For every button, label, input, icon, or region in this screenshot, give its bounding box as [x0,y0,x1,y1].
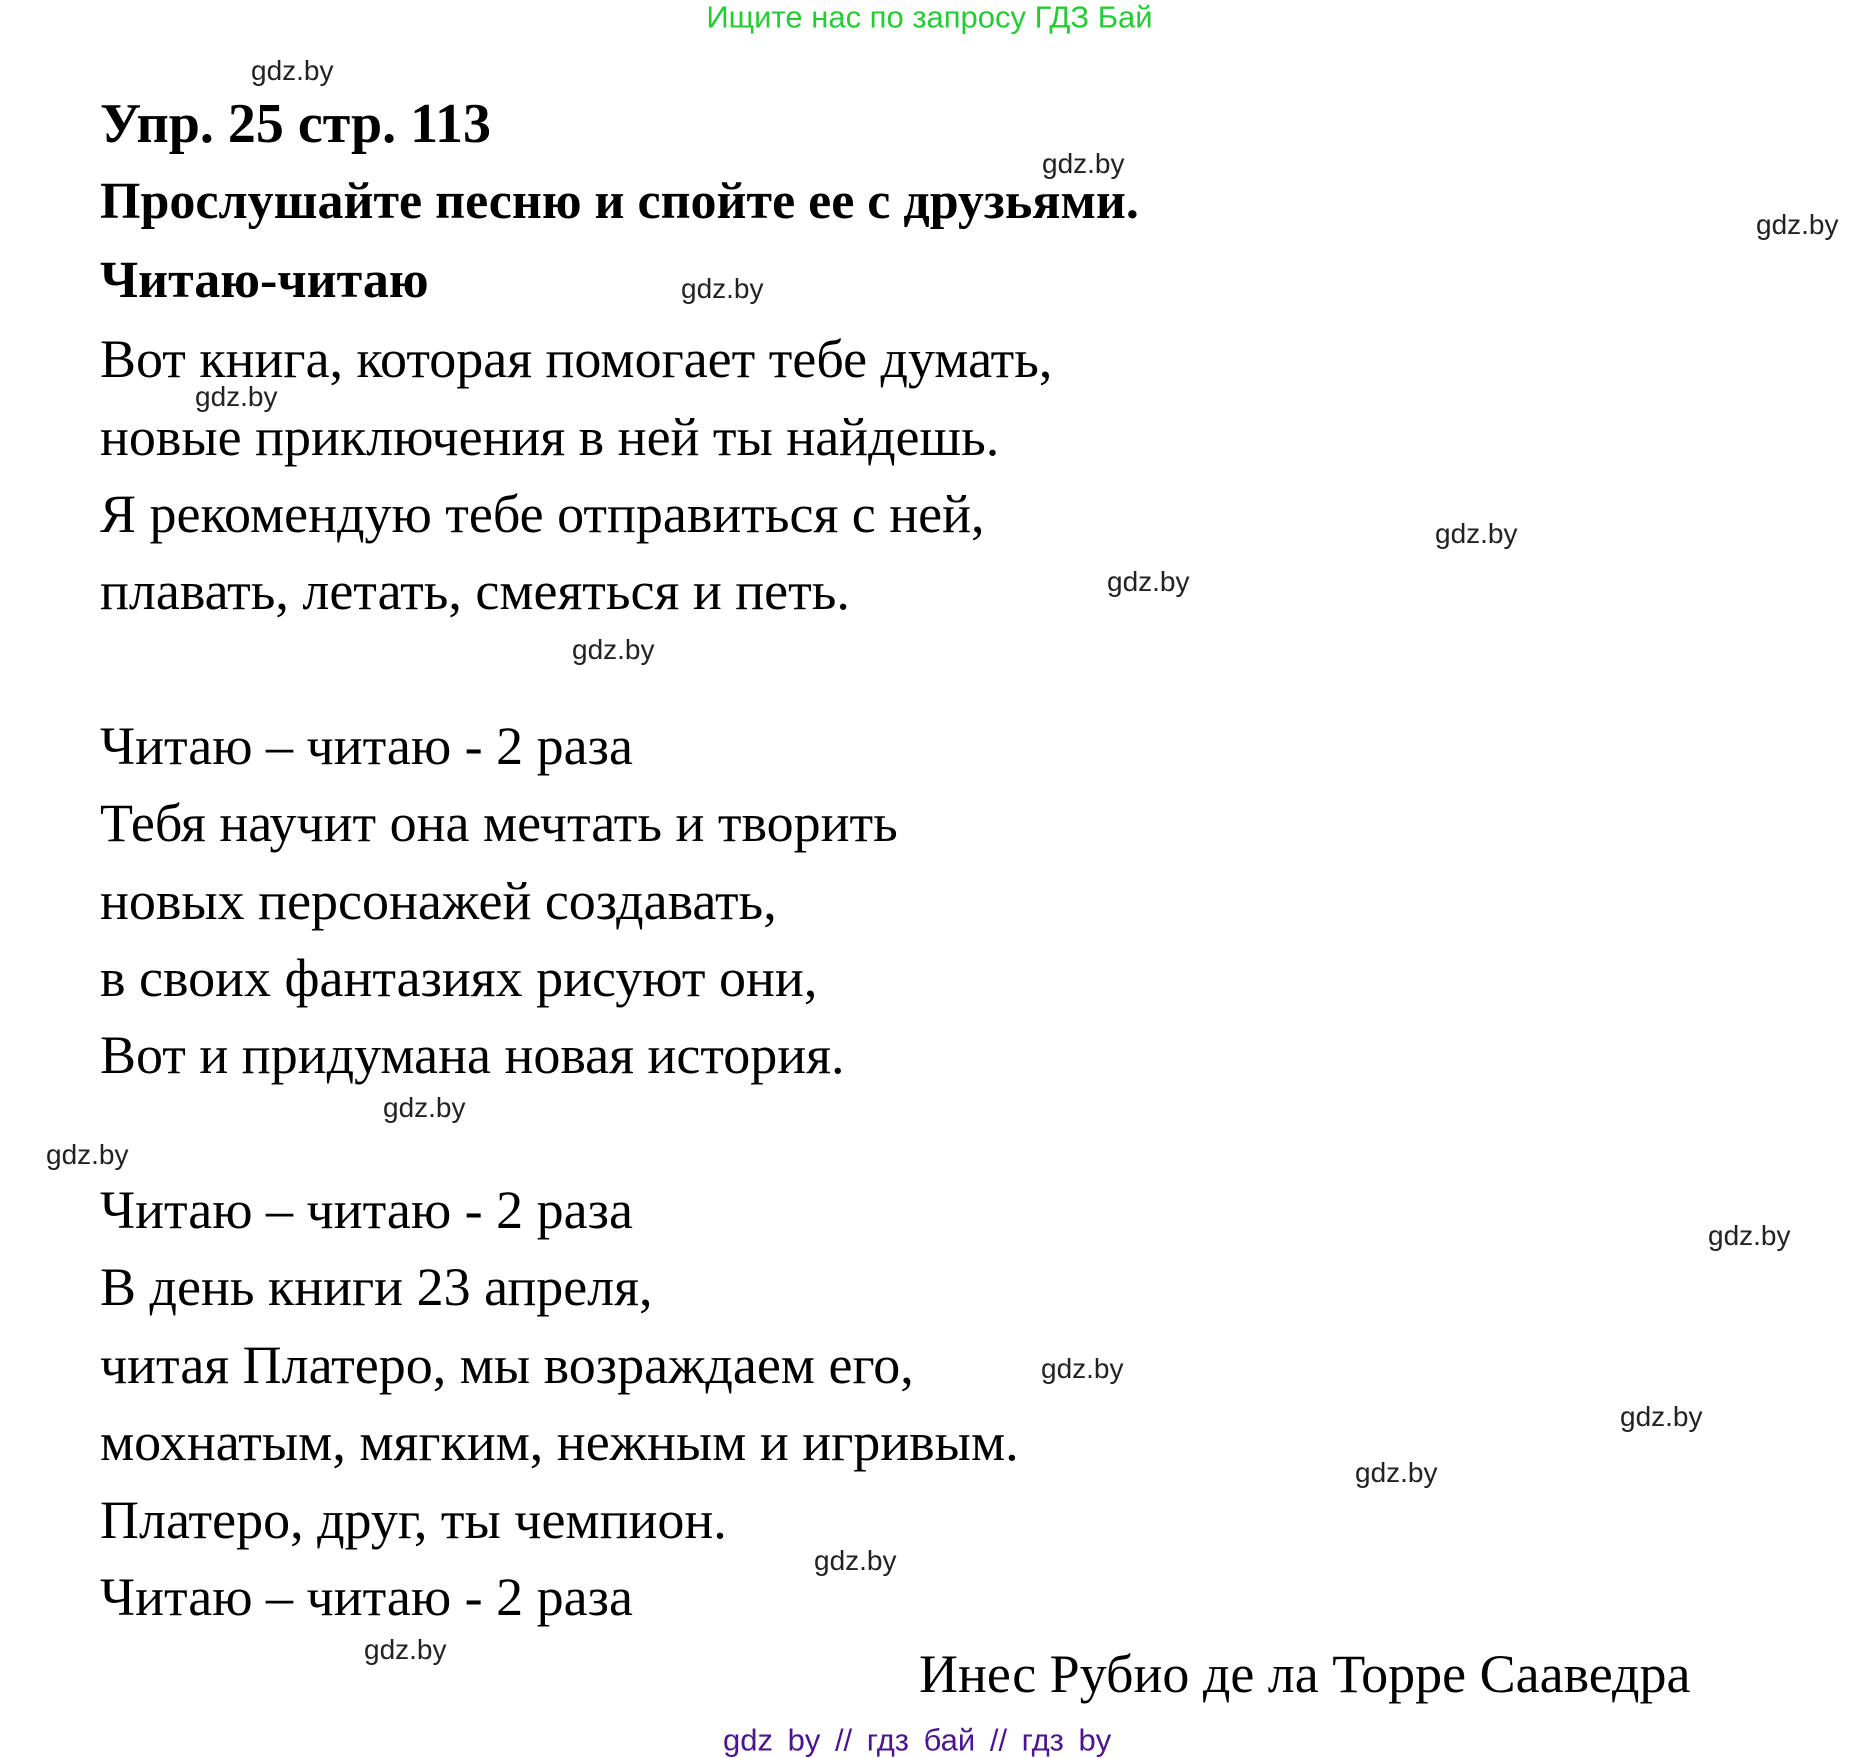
watermark: gdz.by [1756,209,1839,240]
song-line: новые приключения в ней ты найдешь. [100,407,1000,467]
watermark: gdz.by [383,1092,466,1123]
exercise-title: Упр. 25 стр. 113 [100,93,492,155]
song-title: Читаю-читаю [100,252,429,309]
song-line: в своих фантазиях рисуют они, [100,948,818,1008]
watermark: gdz.by [1042,148,1125,179]
watermark: gdz.by [1435,518,1518,549]
instruction: Прослушайте песню и спойте ее с друзьями. [100,173,1139,230]
watermark: gdz.by [1107,566,1190,597]
song-line: Платеро, друг, ты чемпион. [100,1490,727,1550]
song-line: Читаю – читаю - 2 раза [100,1180,633,1240]
watermark: gdz.by [814,1545,897,1576]
watermark: gdz.by [572,634,655,665]
watermark: gdz.by [681,273,764,304]
song-line: Вот и придумана новая история. [100,1025,845,1085]
song-line: плавать, летать, смеяться и петь. [100,561,850,621]
song-line: В день книги 23 апреля, [100,1257,653,1317]
watermark: gdz.by [251,55,334,86]
watermark: gdz.by [1708,1220,1791,1251]
song-line: Читаю – читаю - 2 раза [100,1567,633,1627]
song-line: читая Платеро, мы возраждаем его, [100,1335,914,1395]
watermark: gdz.by [1355,1457,1438,1488]
song-line: Тебя научит она мечтать и творить [100,793,898,853]
watermark: gdz.by [195,381,278,412]
watermark: gdz.by [1620,1401,1703,1432]
song-line: новых персонажей создавать, [100,871,777,931]
watermark: gdz.by [1041,1353,1124,1384]
search-hint-banner: Ищите нас по запросу ГДЗ Бай [706,0,1153,35]
watermark: gdz.by [46,1139,129,1170]
watermark: gdz.by [364,1634,447,1665]
song-line: мохнатым, мягким, нежным и игривым. [100,1412,1019,1472]
author: Инес Рубио де ла Торре Сааведра [919,1644,1691,1704]
song-line: Читаю – читаю - 2 раза [100,716,633,776]
footer-links: gdz by // гдз бай // гдз by [723,1722,1112,1758]
song-line: Я рекомендую тебе отправиться с ней, [100,484,985,544]
song-line: Вот книга, которая помогает тебе думать, [100,329,1053,389]
